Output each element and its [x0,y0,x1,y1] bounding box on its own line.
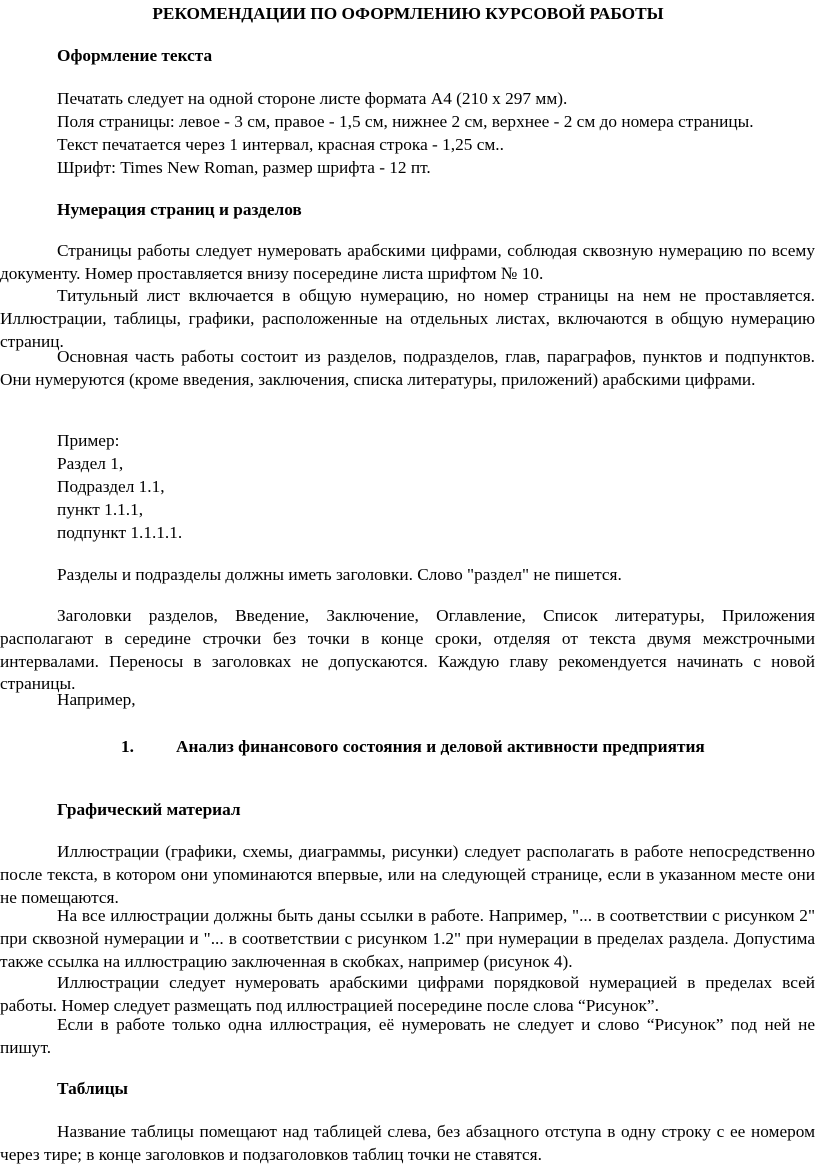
section-heading-numbering: Нумерация страниц и разделов [57,200,302,219]
text-line: Поля страницы: левое - 3 см, правое - 1,5 см, нижнее 2 см, верхнее - 2 см до номера страницы. [57,112,754,131]
paragraph: На все иллюстрации должны быть даны ссылки в работе. Например, "... в соответствии с рисунком 2" при сквозной нумерации и "... в соответствии с рисунком 1.2" при нумерации в пределах раздела. Допустима также ссылка на иллюстрацию заключенная в скобках, например (рисунок 4). [0,906,815,971]
paragraph: Страницы работы следует нумеровать арабскими цифрами, соблюдая сквозную нумерацию по всему документу. Номер проставляется внизу посередине листа шрифтом № 10. [0,241,815,283]
sample-heading-text: Анализ финансового состояния и деловой активности предприятия [176,737,705,756]
example-line: пункт 1.1.1, [57,500,144,519]
paragraph: Иллюстрации (графики, схемы, диаграммы, рисунки) следует располагать в работе непосредственно после текста, в котором они упоминаются впервые, или на следующей странице, если в указанном месте они не помещаются. [0,842,815,907]
paragraph: Название таблицы помещают над таблицей слева, без абзацного отступа в одну строку с ее номером через тире; в конце заголовков и подзаголовков таблиц точки не ставятся. [0,1122,815,1164]
section-heading-tables: Таблицы [57,1079,129,1098]
paragraph: Например, [57,690,136,709]
section-heading-text-formatting: Оформление текста [57,46,213,65]
paragraph: Разделы и подразделы должны иметь заголовки. Слово "раздел" не пишется. [57,565,622,584]
sample-heading-number: 1. [121,737,134,756]
example-line: подпункт 1.1.1.1. [57,523,183,542]
paragraph: Титульный лист включается в общую нумерацию, но номер страницы на нем не проставляется. Иллюстрации, таблицы, графики, расположенные на отдельных листах, включаются в общую нумерацию страниц. [0,286,815,351]
paragraph: Заголовки разделов, Введение, Заключение, Оглавление, Список литературы, Приложения располагают в середине строчки без точки в конце сроки, отделяя от текста двумя межстрочными интервалами. Переносы в заголовках не допускаются. Каждую главу рекомендуется начинать с новой страницы. [0,606,815,694]
paragraph: Иллюстрации следует нумеровать арабскими цифрами порядковой нумерацией в пределах всей работы. Номер следует размещать под иллюстрацией посередине после слова “Рисунок”. [0,973,815,1015]
paragraph: Если в работе только одна иллюстрация, её нумеровать не следует и слово “Рисунок” под ней не пишут. [0,1015,815,1057]
text-line: Печатать следует на одной стороне листе формата А4 (210 х 297 мм). [57,89,568,108]
text-line: Шрифт: Times New Roman, размер шрифта - 12 пт. [57,158,431,177]
example-line: Раздел 1, [57,454,124,473]
example-label: Пример: [57,431,120,450]
section-heading-graphics: Графический материал [57,800,241,819]
example-line: Подраздел 1.1, [57,477,165,496]
paragraph: Основная часть работы состоит из разделов, подразделов, глав, параграфов, пунктов и подпунктов. Они нумеруются (кроме введения, заключения, списка литературы, приложений) арабскими цифрами. [0,347,815,389]
text-line: Текст печатается через 1 интервал, красная строка - 1,25 см.. [57,135,504,154]
document-title: РЕКОМЕНДАЦИИ ПО ОФОРМЛЕНИЮ КУРСОВОЙ РАБОТЫ [152,4,664,23]
